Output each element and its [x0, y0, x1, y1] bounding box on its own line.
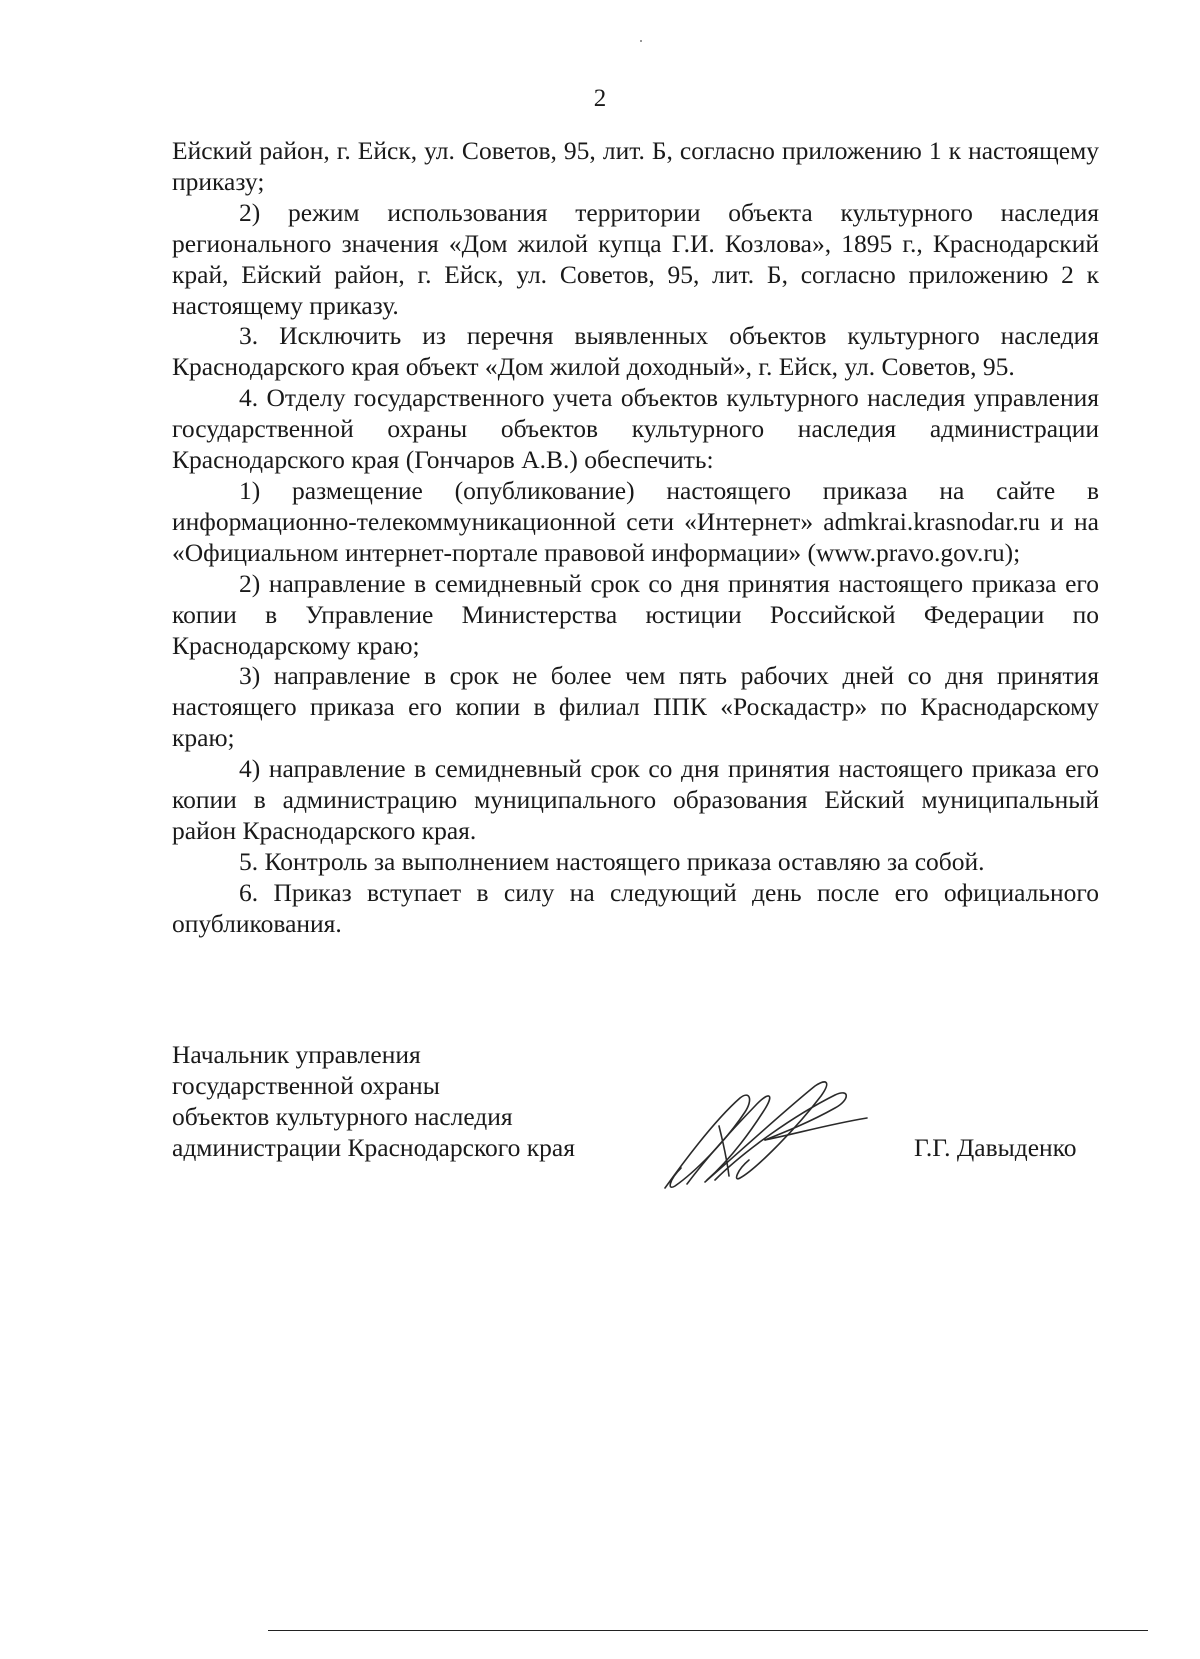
signatory-title-line: государственной охраны	[172, 1070, 440, 1100]
paragraph-item-4-department: 4. Отделу государственного учета объектов культурного наследия управления государственной охраны объектов культурного наследия администрации Краснодарского края (Гончаров А.В.) обеспечить:	[172, 383, 1099, 475]
scan-speck	[640, 40, 642, 42]
paragraph-item-2-regime: 2) режим использования территории объекта культурного наследия регионального значения «Дом жилой купца Г.И. Козлова», 1895 г., Краснодарский край, Ейский район, г. Ейск, ул. Советов, 95, лит. Б, согласно приложению 2 к настоящему приказу.	[172, 197, 1099, 320]
footer-rule	[268, 1630, 1148, 1631]
signatory-title-line: объектов культурного наследия	[172, 1101, 513, 1131]
paragraph-item-3-exclude: 3. Исключить из перечня выявленных объектов культурного наследия Краснодарского края объект «Дом жилой доходный», г. Ейск, ул. Советов, 95.	[172, 321, 1099, 382]
signatory-name: Г.Г. Давыденко	[914, 1133, 1077, 1162]
signatory-title	[172, 1040, 575, 1164]
page-number: 2	[593, 85, 607, 112]
paragraph-continuation: Ейский район, г. Ейск, ул. Советов, 95, лит. Б, согласно приложению 1 к настоящему приказу;	[172, 136, 1099, 196]
document-body	[172, 136, 1099, 940]
paragraph-subitem-1-publication: 1) размещение (опубликование) настоящего приказа на сайте в информационно-телекоммуникационной сети «Интернет» admkrai.krasnodar.ru и на «Официальном интернет-портале правовой информации» (www.pravo.gov.ru);	[172, 475, 1099, 567]
paragraph-item-6-effect: 6. Приказ вступает в силу на следующий день после его официального опубликования.	[172, 877, 1099, 938]
signatory-title-line: Начальник управления	[172, 1040, 421, 1069]
paragraph-subitem-2-ministry: 2) направление в семидневный срок со дня принятия настоящего приказа его копии в Управление Министерства юстиции Российской Федерации по Краснодарскому краю;	[172, 568, 1099, 660]
paragraph-subitem-4-municipality: 4) направление в семидневный срок со дня принятия настоящего приказа его копии в администрацию муниципального образования Ейский муниципальный район Краснодарского края.	[172, 754, 1099, 845]
handwritten-signature	[645, 1060, 875, 1200]
paragraph-item-5-control: 5. Контроль за выполнением настоящего приказа оставляю за собой.	[239, 846, 985, 876]
signatory-title-line: администрации Краснодарского края	[172, 1132, 575, 1162]
paragraph-subitem-3-roskadastr: 3) направление в срок не более чем пять рабочих дней со дня принятия настоящего приказа его копии в филиал ППК «Роскадастр» по Краснодарскому краю;	[172, 661, 1099, 753]
